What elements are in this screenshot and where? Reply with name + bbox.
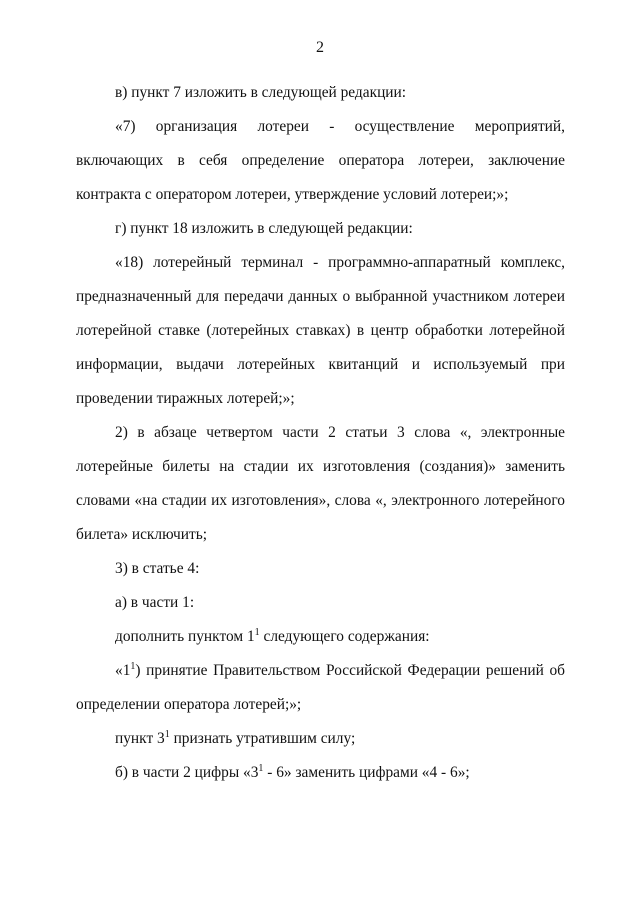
paragraph: в) пункт 7 изложить в следующей редакции: (115, 84, 407, 101)
paragraph: 2) в абзаце четвертом части 2 статьи 3 слова «, электронные лотерейные билеты на стадии их изготовления (создания)» заменить словами «на стадии их изготовления», слова «, электронного лотерейного билета» исключить; (76, 424, 565, 543)
paragraph-text: дополнить пунктом 1 (115, 628, 255, 645)
paragraph (76, 654, 565, 722)
page-number: 2 (316, 39, 324, 56)
paragraph-text: пункт 3 (115, 730, 165, 747)
paragraph: «18) лотерейный терминал - программно-аппаратный комплекс, предназначенный для передачи данных о выбранной участником лотереи лотерейной ставке (лотерейных ставках) в центр обработки лотерейной информации, выдачи лотерейных квитанций и используемый при проведении тиражных лотерей;»; (76, 254, 565, 407)
paragraph: «7) организация лотереи - осуществление мероприятий, включающих в себя определение оператора лотереи, заключение контракта с оператором лотереи, утверждение условий лотереи;»; (76, 118, 565, 203)
paragraph-text: ) принятие Правительством Российской Федерации решений об определении оператора лотерей;»; (76, 662, 565, 713)
paragraph (76, 756, 565, 790)
paragraph: а) в части 1: (115, 594, 195, 611)
superscript: 1 (258, 763, 264, 774)
paragraph: 3) в статье 4: (115, 560, 200, 577)
paragraph-text: следующего содержания: (259, 628, 430, 645)
superscript: 1 (164, 729, 170, 740)
paragraph-text: «1 (115, 662, 131, 679)
superscript: 1 (254, 627, 260, 638)
paragraph-text: - 6» заменить цифрами «4 - 6»; (263, 764, 470, 781)
superscript: 1 (130, 661, 136, 672)
paragraph: г) пункт 18 изложить в следующей редакции: (115, 220, 413, 237)
paragraph (76, 722, 565, 756)
paragraph (76, 620, 565, 654)
paragraph-text: б) в части 2 цифры «3 (115, 764, 259, 781)
paragraph-text: признать утратившим силу; (169, 730, 356, 747)
document-body (76, 76, 565, 790)
